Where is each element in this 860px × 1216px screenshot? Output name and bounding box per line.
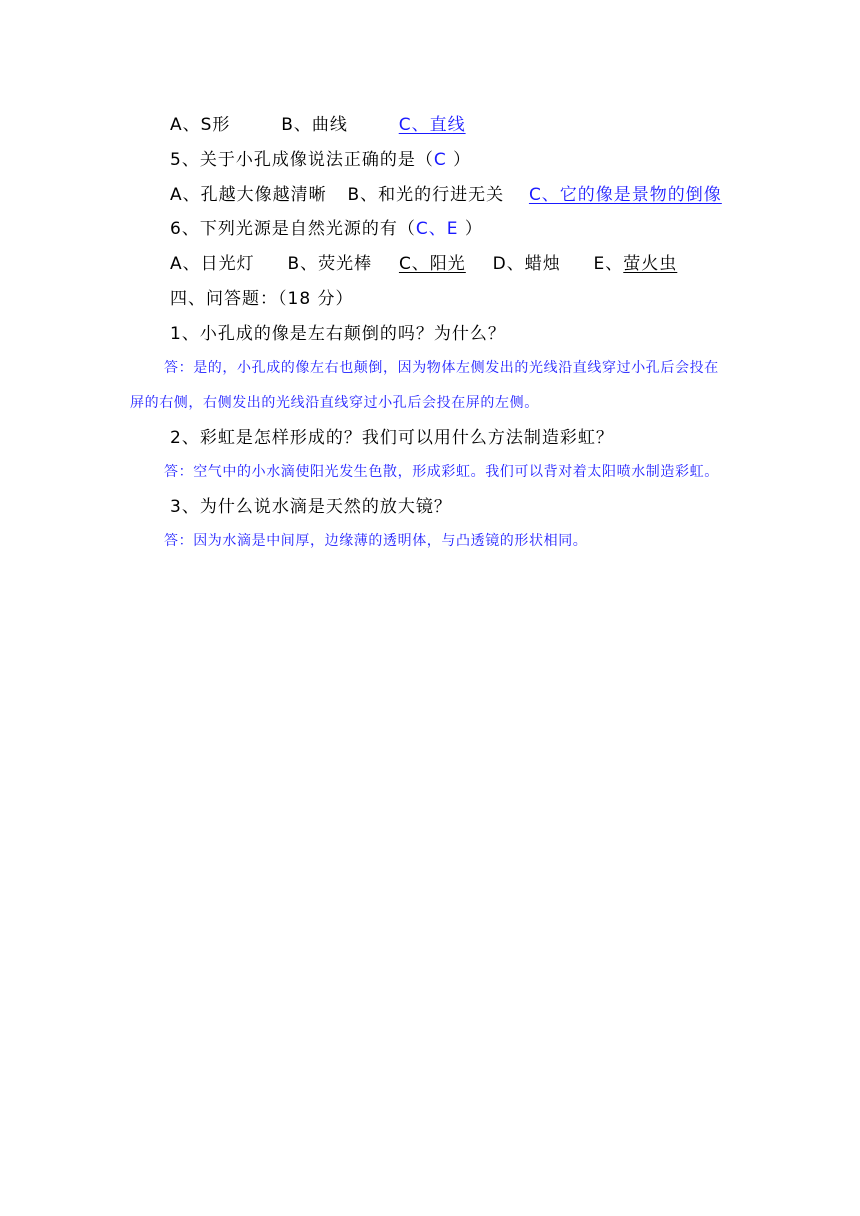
q5-option-a: A、孔越大像越清晰 — [170, 185, 327, 205]
q6-stem: 6、下列光源是自然光源的有（ — [170, 219, 416, 239]
q6-option-e — [594, 252, 678, 276]
q5-question — [170, 148, 471, 172]
qa-answer-2: 答：空气中的小水滴使阳光发生色散，形成彩虹。我们可以背对着太阳喷水制造彩虹。 — [164, 464, 719, 480]
q5-option-c-answer: C、它的像是景物的倒像 — [528, 185, 722, 205]
qa-answer-1-line2: 屏的右侧，右侧发出的光线沿直线穿过小孔后会投在屏的左侧。 — [130, 395, 539, 411]
q6-option-d: D、蜡烛 — [492, 254, 561, 274]
q6-option-b: B、荧光棒 — [287, 254, 373, 274]
q4-option-b: B、曲线 — [281, 115, 348, 135]
q6-option-e-label: E、 — [593, 254, 624, 274]
q4-options-row — [170, 113, 466, 137]
q4-option-c-answer: C、直线 — [398, 115, 466, 135]
q5-option-b: B、和光的行进无关 — [347, 185, 505, 205]
qa-question-1: 1、小孔成的像是左右颠倒的吗？为什么？ — [170, 324, 506, 344]
q6-answer: C、E — [415, 219, 459, 239]
q5-answer: C — [433, 150, 447, 170]
q5-stem: 5、关于小孔成像说法正确的是（ — [170, 150, 434, 170]
qa-answer-3: 答：因为水滴是中间厚，边缘薄的透明体，与凸透镜的形状相同。 — [164, 533, 588, 549]
qa-question-2: 2、彩虹是怎样形成的？我们可以用什么方法制造彩虹？ — [170, 428, 614, 448]
q6-option-c: C、阳光 — [398, 254, 466, 274]
q5-options-row — [170, 183, 722, 207]
q4-option-a: A、S形 — [170, 115, 231, 135]
q6-stem-close: ） — [458, 219, 483, 239]
q5-stem-close: ） — [446, 150, 472, 170]
section-heading: 四、问答题：（18 分） — [170, 289, 354, 309]
q6-options-row — [170, 252, 677, 276]
q6-option-e-text: 萤火虫 — [623, 254, 678, 274]
qa-answer-1-line1: 答：是的，小孔成的像左右也颠倒，因为物体左侧发出的光线沿直线穿过小孔后会投在 — [164, 360, 719, 376]
q6-question — [170, 217, 483, 241]
qa-question-3: 3、为什么说水滴是天然的放大镜？ — [170, 497, 452, 517]
q6-option-a: A、日光灯 — [170, 254, 255, 274]
